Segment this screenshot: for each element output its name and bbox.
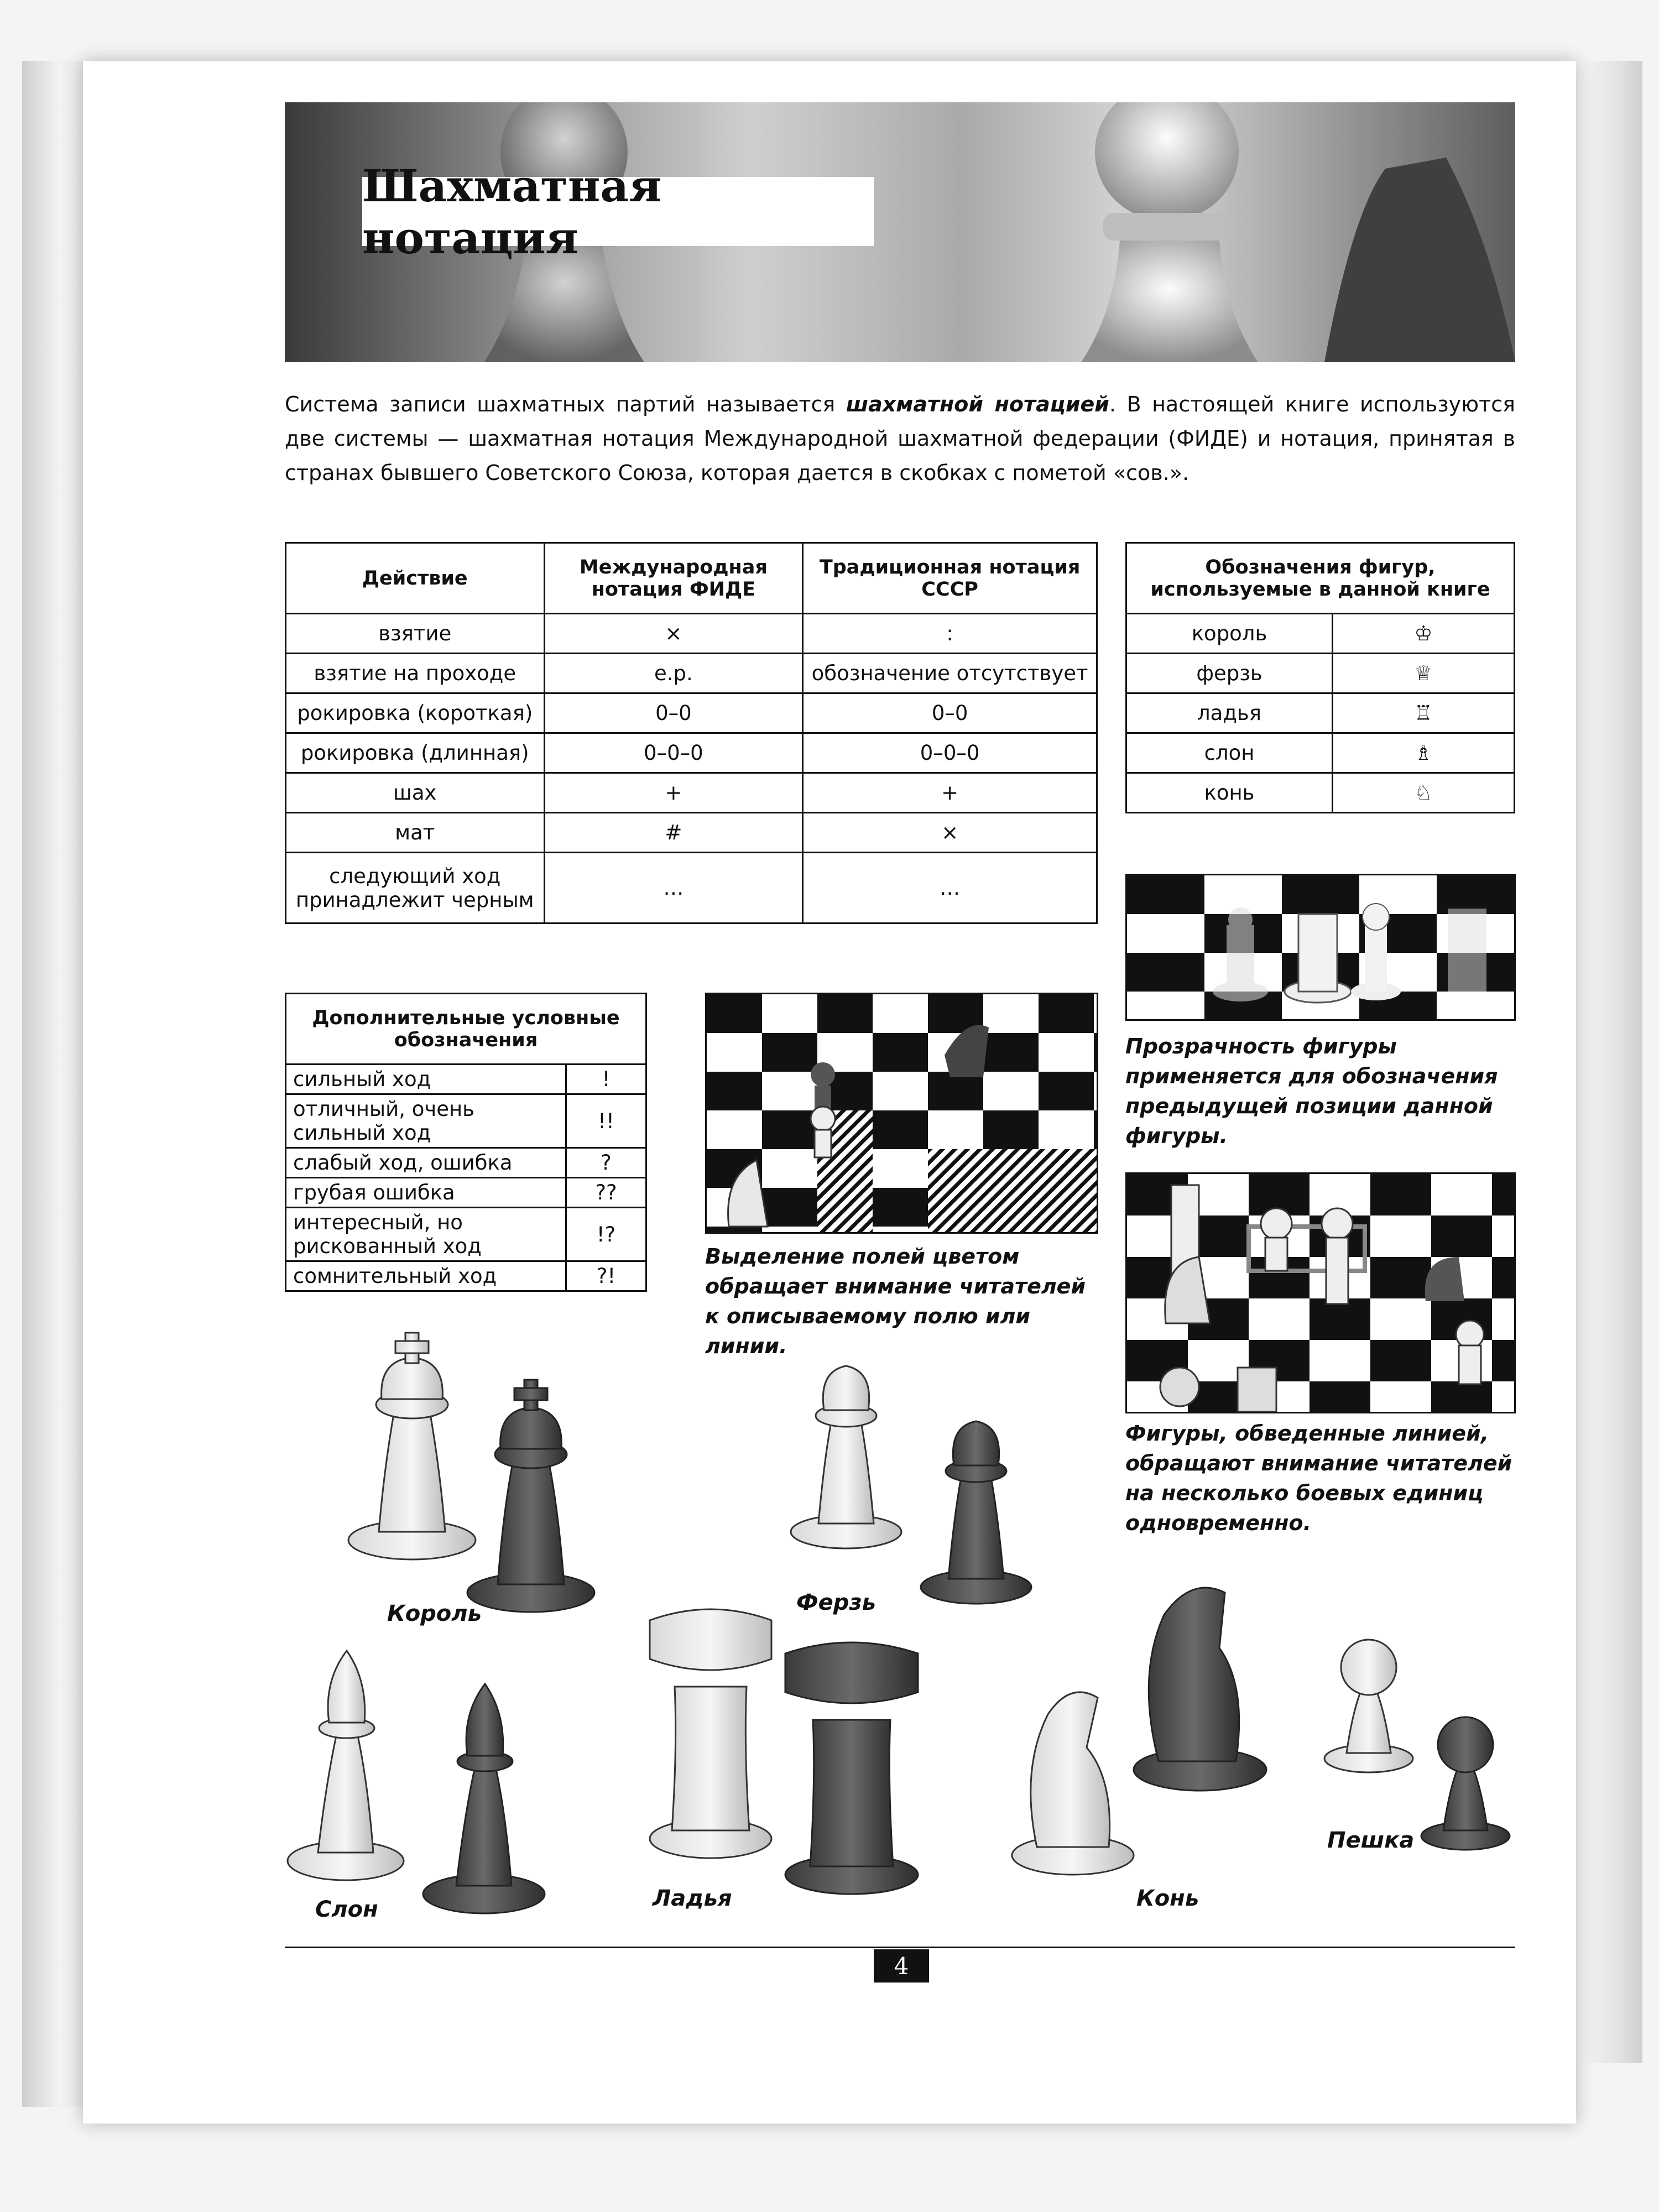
table-row — [1126, 733, 1515, 773]
queen-icon: ♕ — [1333, 654, 1515, 693]
king-icon: ♔ — [1333, 614, 1515, 654]
symbol-meaning: интересный, но рискованный ход — [286, 1208, 566, 1261]
intro-emphasis: шахматной нотацией — [846, 392, 1109, 416]
symbol-mark: ?? — [566, 1178, 646, 1208]
cell-ussr: : — [803, 614, 1097, 654]
caption-highlight: Выделение полей цветом обращает внимание читателей к описываемому полю или линии. — [705, 1244, 1086, 1358]
cell-action: рокировка (короткая) — [286, 693, 545, 733]
header-ussr: Традиционная нотация СССР — [803, 543, 1097, 614]
title-box — [362, 159, 874, 264]
label-king: Король — [387, 1601, 482, 1626]
cell-ussr: 0–0–0 — [803, 733, 1097, 773]
cell-ussr: … — [803, 853, 1097, 924]
white-queen — [791, 1366, 901, 1548]
table-row — [286, 773, 1097, 813]
knight-icon: ♘ — [1333, 773, 1515, 813]
table-row — [286, 1261, 646, 1291]
table-row — [286, 1065, 646, 1094]
black-rook — [785, 1642, 918, 1894]
label-rook: Ладья — [653, 1886, 732, 1911]
white-pawn — [1324, 1640, 1413, 1772]
cell-fide: 0–0 — [544, 693, 803, 733]
intro-text-before: Система записи шахматных партий называется — [285, 392, 846, 416]
pawn-right — [1081, 102, 1258, 362]
table-row — [1126, 614, 1515, 654]
page-number: 4 — [874, 1949, 929, 1983]
table-row — [286, 853, 1097, 924]
table-row — [286, 1208, 646, 1261]
white-king — [348, 1333, 476, 1559]
symbol-mark: ?! — [566, 1261, 646, 1291]
table-row — [286, 654, 1097, 693]
cell-action: шах — [286, 773, 545, 813]
black-king — [467, 1380, 594, 1612]
cell-fide: e.p. — [544, 654, 803, 693]
symbol-meaning: сомнительный ход — [286, 1261, 566, 1291]
black-knight — [1134, 1588, 1266, 1791]
label-knight: Конь — [1136, 1886, 1199, 1911]
caption-outline: Фигуры, обведенные линией, обращают внимание читателей на несколько боевых единиц одновременно. — [1125, 1421, 1512, 1535]
symbol-mark: !? — [566, 1208, 646, 1261]
cell-fide: + — [544, 773, 803, 813]
book-page-edges-right — [1565, 61, 1642, 2063]
cell-fide: × — [544, 614, 803, 654]
intro-paragraph — [285, 387, 1515, 490]
table-row — [286, 813, 1097, 853]
cell-action: рокировка (длинная) — [286, 733, 545, 773]
cell-ussr: обозначение отсутствует — [803, 654, 1097, 693]
white-bishop — [288, 1651, 404, 1880]
cell-ussr: 0–0 — [803, 693, 1097, 733]
cell-ussr: + — [803, 773, 1097, 813]
figure-name: слон — [1126, 733, 1333, 773]
cell-fide: … — [544, 853, 803, 924]
figures-header: Обозначения фигур, используемые в данной книге — [1126, 543, 1515, 614]
black-queen — [921, 1421, 1031, 1604]
cell-fide: 0–0–0 — [544, 733, 803, 773]
figure-name: ладья — [1126, 693, 1333, 733]
board-highlight-illustration — [705, 993, 1098, 1234]
bishop-icon: ♗ — [1333, 733, 1515, 773]
symbol-mark: ? — [566, 1148, 646, 1178]
caption-transparency: Прозрачность фигуры применяется для обозначения предыдущей позиции данной фигуры. — [1125, 1034, 1498, 1148]
header-fide: Международная нотация ФИДЕ — [544, 543, 803, 614]
extra-header: Дополнительные условные обозначения — [286, 994, 646, 1065]
table-row — [286, 733, 1097, 773]
header-action: Действие — [286, 543, 545, 614]
intro-text-after: . В настоящей книге используются две системы — шахматная нотация Международной шахматной федерации (ФИДЕ) и нотация, принятая в странах бывшего Советского Союза, которая дается в скобках с пометой «сов.». — [285, 392, 1515, 485]
symbol-meaning: сильный ход — [286, 1065, 566, 1094]
table-row — [1126, 693, 1515, 733]
figures-table — [1125, 542, 1515, 813]
cell-fide: # — [544, 813, 803, 853]
cell-ussr: × — [803, 813, 1097, 853]
extra-symbols-table — [285, 993, 647, 1292]
figure-name: король — [1126, 614, 1333, 654]
symbol-meaning: слабый ход, ошибка — [286, 1148, 566, 1178]
table-row — [1126, 654, 1515, 693]
symbol-meaning: отличный, очень сильный ход — [286, 1094, 566, 1148]
label-queen: Ферзь — [796, 1590, 876, 1615]
white-knight — [1012, 1692, 1134, 1875]
symbol-mark: ! — [566, 1065, 646, 1094]
cell-action: взятие — [286, 614, 545, 654]
black-pawn — [1421, 1717, 1510, 1850]
rook-icon: ♖ — [1333, 693, 1515, 733]
black-bishop — [423, 1684, 545, 1913]
table-row — [286, 693, 1097, 733]
table-row — [286, 614, 1097, 654]
board-transparency-illustration — [1125, 874, 1516, 1021]
cell-action: мат — [286, 813, 545, 853]
label-bishop: Слон — [315, 1897, 378, 1922]
table-row — [286, 1178, 646, 1208]
table-row — [286, 1148, 646, 1178]
cell-action: следующий ход принадлежит черным — [286, 853, 545, 924]
label-pawn: Пешка — [1327, 1828, 1415, 1853]
cell-action: взятие на проходе — [286, 654, 545, 693]
dark-piece-right — [1324, 158, 1515, 362]
symbol-mark: !! — [566, 1094, 646, 1148]
notation-table — [285, 542, 1098, 924]
table-row — [1126, 773, 1515, 813]
symbol-meaning: грубая ошибка — [286, 1178, 566, 1208]
figure-name: конь — [1126, 773, 1333, 813]
table-row — [286, 1094, 646, 1148]
white-rook — [650, 1609, 771, 1858]
page-title: Шахматная нотация — [362, 159, 662, 264]
figure-name: ферзь — [1126, 654, 1333, 693]
footer-rule — [285, 1947, 1515, 1948]
